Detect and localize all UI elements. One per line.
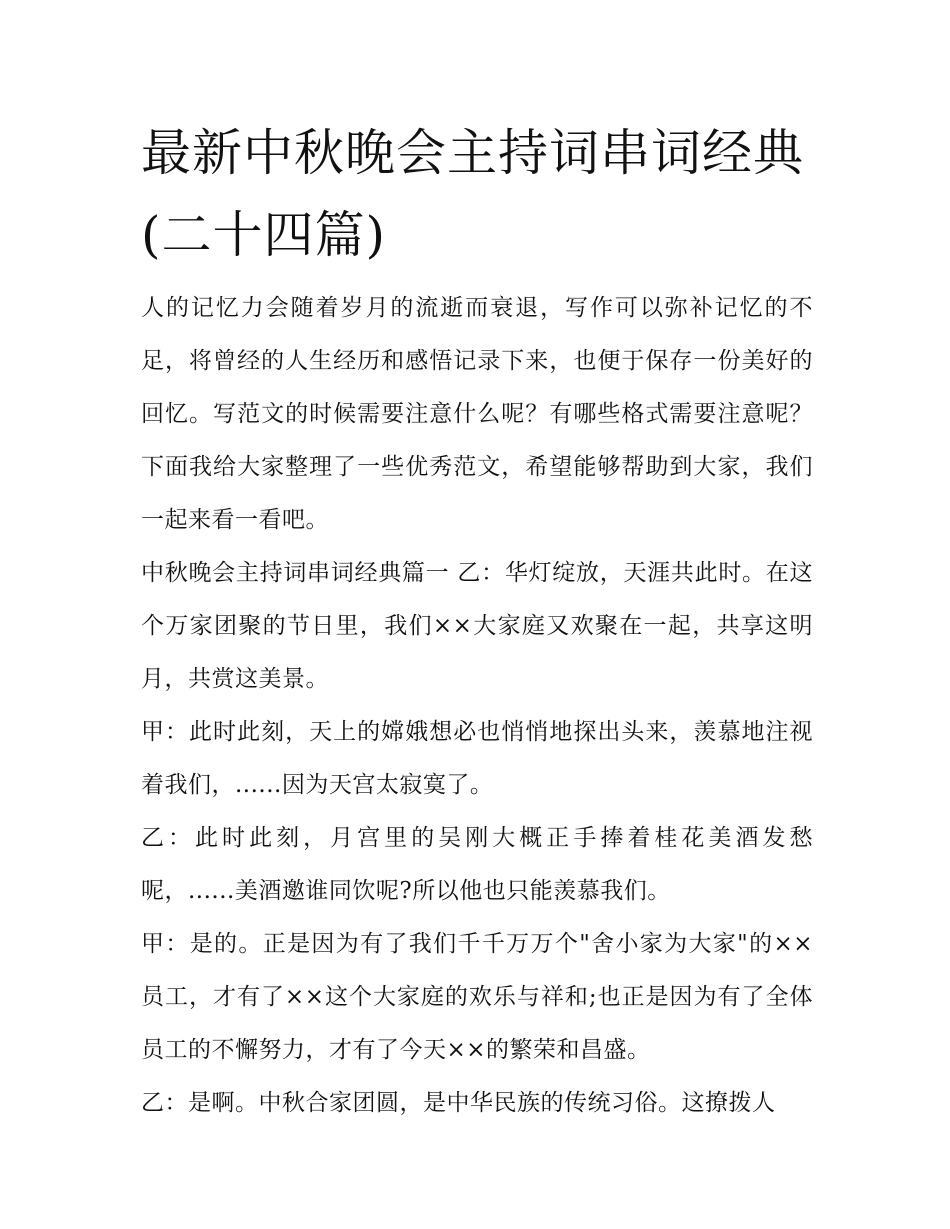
script-paragraph: 甲：是的。正是因为有了我们千千万万个"舍小家为大家"的××员工，才有了××这个大家庭的欢乐与祥和;也正是因为有了全体员工的不懈努力，才有了今天××的繁荣和昌盛。 bbox=[141, 931, 813, 1063]
document-title-line-2: (二十四篇) bbox=[141, 206, 387, 264]
document-page bbox=[141, 112, 813, 1130]
script-paragraph: 甲：此时此刻，天上的嫦娥想必也悄悄地探出头来，羡慕地注视着我们，......因为天宫太寂寞了。 bbox=[141, 719, 813, 798]
intro-paragraph: 人的记忆力会随着岁月的流逝而衰退，写作可以弥补记忆的不足，将曾经的人生经历和感悟记录下来，也便于保存一份美好的回忆。写范文的时候需要注意什么呢？有哪些格式需要注意呢？下面我给大家整理了一些优秀范文，希望能够帮助到大家，我们一起来看一看吧。 bbox=[141, 295, 813, 533]
title-block bbox=[141, 112, 813, 276]
script-paragraph: 中秋晚会主持词串词经典篇一 乙：华灯绽放，天涯共此时。在这个万家团聚的节日里，我们××大家庭又欢聚在一起，共享这明月，共赏这美景。 bbox=[141, 560, 813, 692]
script-paragraph: 乙：是啊。中秋合家团圆，是中华民族的传统习俗。这撩拨人 bbox=[141, 1090, 776, 1116]
script-paragraph: 乙：此时此刻，月宫里的吴刚大概正手捧着桂花美酒发愁呢，......美酒邀谁同饮呢?所以他也只能羡慕我们。 bbox=[141, 825, 813, 904]
document-title-line-1: 最新中秋晚会主持词串词经典 bbox=[141, 124, 804, 182]
